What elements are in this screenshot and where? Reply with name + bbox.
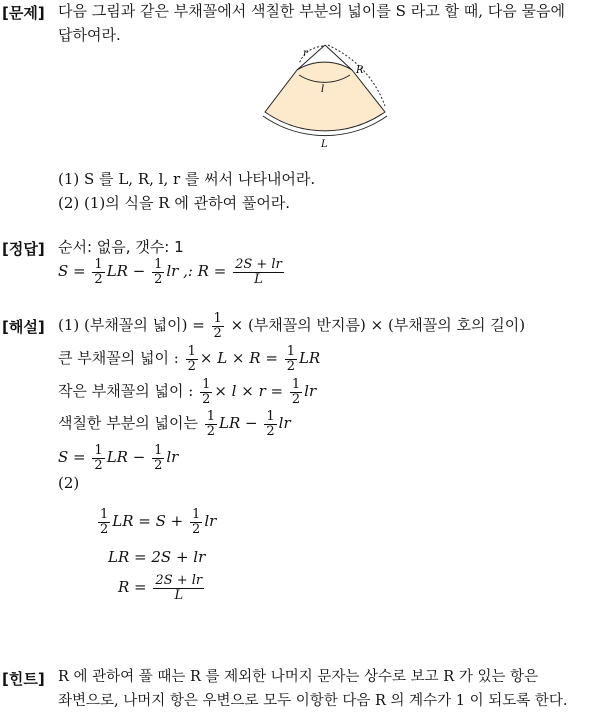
solution-line-3: 작은 부채꼴의 넓이 : $\frac{1}{2}$ × l × r = $\frac{1}{2}$ lr [58,377,317,407]
solution-line-4: 색칠한 부분의 넓이는 $\frac{1}{2}$ LR − $\frac{1}{2}$ lr [58,409,291,439]
hint-tag: [힌트] [2,670,45,688]
label-r: r [303,48,308,59]
solution-line-2: 큰 부채꼴의 넓이 : $\frac{1}{2}$ × L × R = $\frac{1}{2}$ LR [58,344,321,374]
solution-eq-2: LR = 2S + lr [108,548,206,566]
solution-eq-1: $\frac{1}{2}$ LR = S + $\frac{1}{2}$ lr [100,507,217,537]
solution-tag: [해설] [2,318,45,336]
problem-tag: [문제] [2,4,45,22]
label-l: l [321,84,325,95]
answer-equation [58,258,286,286]
problem-line-1: 다음 그림과 같은 부채꼴에서 색칠한 부분의 넓이를 S 라고 할 때, 다음 물음에 [58,2,565,20]
solution-line-5: S = $\frac{1}{2}$ LR − $\frac{1}{2}$ lr [58,443,179,473]
solution-line-1: (1) (부채꼴의 넓이) = $\frac{1}{2}$ × (부채꼴의 반지름) × (부채꼴의 호의 길이) [58,311,526,341]
eq-S: S = [58,262,86,281]
hint-line-1: R 에 관하여 풀 때는 R 를 제외한 나머지 문자는 상수로 보고 R 가 있는 항은 [58,669,539,685]
answer-line-1: 순서: 없음, 갯수: 1 [58,238,184,256]
question-2: (2) (1)의 식을 R 에 관하여 풀어라. [58,194,291,212]
hint-line-2: 좌변으로, 나머지 항은 우변으로 모두 이항한 다음 R 의 계수가 1 이 되도록 한다. [58,693,568,709]
shaded-region [265,62,385,131]
solution-eq-3: R = $\frac{2S + lr}{L}$ [118,573,203,603]
answer-tag: [정답] [2,240,45,258]
fraction-half: $\frac{1}{2}$ [154,257,163,287]
solution-line-6: (2) [58,474,80,492]
fraction-R: $\frac{2S + lr}{L}$ [235,257,282,287]
problem-line-2: 답하여라. [58,26,121,44]
eq-a: LR − [106,262,146,281]
fraction-half: $\frac{1}{2}$ [94,257,103,287]
eq-b: lr ,: R = [166,262,227,281]
label-L: L [321,139,328,150]
label-R: R [356,65,364,76]
question-1: (1) S 를 L, R, l, r 를 써서 나타내어라. [58,170,316,188]
sector-figure [255,40,395,155]
